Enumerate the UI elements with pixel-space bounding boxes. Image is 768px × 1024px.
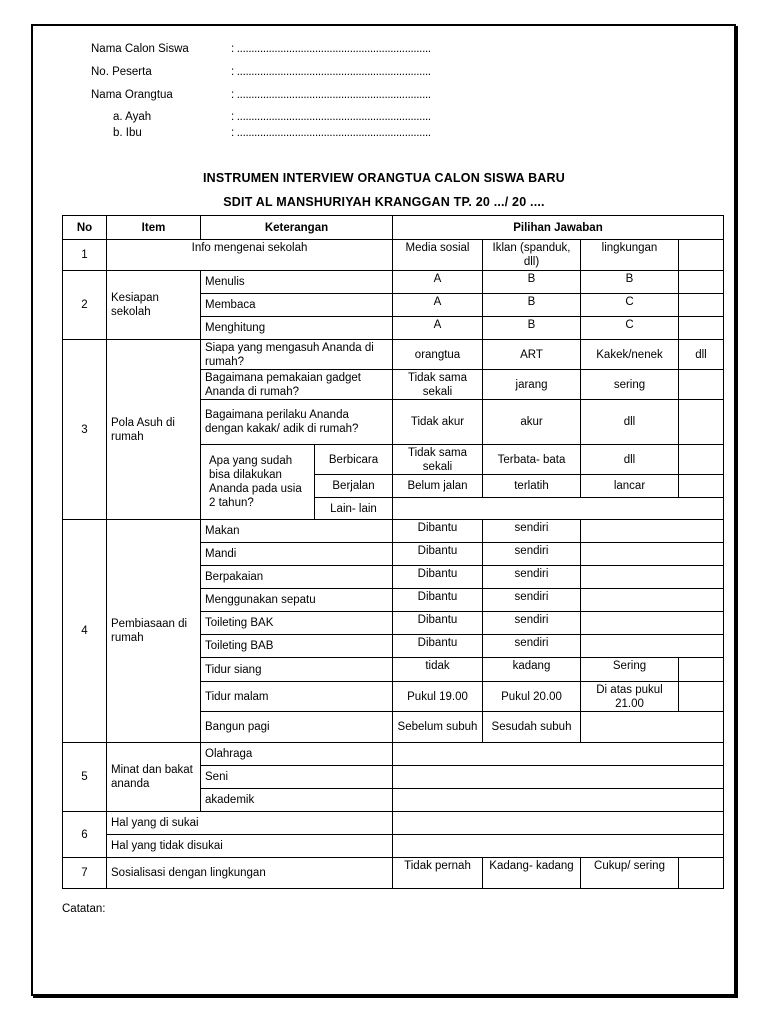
header-keterangan: Keterangan bbox=[201, 216, 393, 240]
option-cell[interactable]: Media sosial bbox=[393, 240, 483, 271]
option-cell[interactable]: C bbox=[581, 294, 679, 317]
row-keterangan: Bangun pagi bbox=[201, 712, 393, 743]
option-cell-empty[interactable] bbox=[679, 445, 724, 475]
row-keterangan: Hal yang tidak disukai bbox=[107, 835, 393, 858]
table-row bbox=[63, 835, 724, 858]
option-cell-empty[interactable] bbox=[679, 658, 724, 682]
answer-blank[interactable] bbox=[393, 789, 724, 812]
table-row bbox=[63, 271, 724, 294]
field-label: Nama Calon Siswa bbox=[91, 43, 189, 55]
table-row bbox=[63, 858, 724, 889]
row-number: 1 bbox=[63, 240, 107, 271]
option-cell[interactable]: lingkungan bbox=[581, 240, 679, 271]
option-cell[interactable]: B bbox=[483, 271, 581, 294]
option-cell-empty[interactable] bbox=[679, 858, 724, 889]
option-cell[interactable]: orangtua bbox=[393, 340, 483, 370]
row-number: 4 bbox=[63, 520, 107, 743]
option-cell-empty[interactable] bbox=[679, 370, 724, 400]
interview-table bbox=[62, 215, 724, 889]
field-label: Nama Orangtua bbox=[91, 89, 173, 101]
row-item: Kesiapan sekolah bbox=[107, 271, 201, 340]
option-cell[interactable]: Kadang- kadang bbox=[483, 858, 581, 889]
row-keterangan: Toileting BAB bbox=[201, 635, 393, 658]
option-cell[interactable]: sendiri bbox=[483, 543, 581, 566]
row-keterangan: Bagaimana pemakaian gadget Ananda di rumah? bbox=[201, 370, 393, 400]
option-cell[interactable]: akur bbox=[483, 400, 581, 445]
field-label: a. Ayah bbox=[113, 111, 152, 123]
answer-blank[interactable] bbox=[393, 812, 724, 835]
option-cell[interactable]: Dibantu bbox=[393, 589, 483, 612]
table-row bbox=[63, 743, 724, 766]
row-number: 2 bbox=[63, 271, 107, 340]
field-dots[interactable]: : ................................................................... bbox=[231, 89, 431, 101]
field-label: b. Ibu bbox=[113, 127, 142, 139]
option-cell[interactable]: ART bbox=[483, 340, 581, 370]
option-cell[interactable]: Tidak sama sekali bbox=[393, 445, 483, 475]
row-number: 6 bbox=[63, 812, 107, 858]
row-keterangan: Tidur malam bbox=[201, 682, 393, 712]
header-item: Item bbox=[107, 216, 201, 240]
option-cell-empty[interactable] bbox=[679, 240, 724, 271]
row-keterangan: akademik bbox=[201, 789, 393, 812]
option-cell[interactable]: Dibantu bbox=[393, 566, 483, 589]
row-item: Pola Asuh di rumah bbox=[107, 340, 201, 520]
header-pilihan-jawaban: Pilihan Jawaban bbox=[393, 216, 724, 240]
option-cell-empty[interactable] bbox=[679, 400, 724, 445]
field-dots[interactable]: : ................................................................... bbox=[231, 111, 431, 123]
table-row bbox=[63, 812, 724, 835]
option-cell[interactable]: Terbata- bata bbox=[483, 445, 581, 475]
row-keterangan: Info mengenai sekolah bbox=[107, 240, 393, 271]
row-subitem: Lain- lain bbox=[315, 498, 393, 520]
option-cell[interactable]: A bbox=[393, 317, 483, 340]
option-cell[interactable]: tidak bbox=[393, 658, 483, 682]
row-keterangan: Berpakaian bbox=[201, 566, 393, 589]
field-label: No. Peserta bbox=[91, 66, 152, 78]
row-number: 3 bbox=[63, 340, 107, 520]
option-cell[interactable]: Dibantu bbox=[393, 543, 483, 566]
doc-title: INSTRUMEN INTERVIEW ORANGTUA CALON SISWA BARU bbox=[202, 171, 565, 185]
option-cell[interactable]: Belum jalan bbox=[393, 475, 483, 498]
option-cell[interactable]: dll bbox=[679, 340, 724, 370]
row-item: Pembiasaan di rumah bbox=[107, 520, 201, 743]
row-keterangan: Mandi bbox=[201, 543, 393, 566]
row-keterangan: Menulis bbox=[201, 271, 393, 294]
option-cell[interactable]: B bbox=[483, 294, 581, 317]
option-cell[interactable]: sendiri bbox=[483, 635, 581, 658]
row-keterangan: Olahraga bbox=[201, 743, 393, 766]
option-cell[interactable]: Pukul 20.00 bbox=[483, 682, 581, 712]
doc-subtitle: SDIT AL MANSHURIYAH KRANGGAN TP. 20 .../ 20 .... bbox=[223, 195, 545, 209]
option-cell[interactable]: lancar bbox=[581, 475, 679, 498]
row-number: 5 bbox=[63, 743, 107, 812]
catatan-label: Catatan: bbox=[62, 903, 106, 915]
row-keterangan: Seni bbox=[201, 766, 393, 789]
row-keterangan: Apa yang sudah bisa dilakukan Ananda pada usia 2 tahun? bbox=[201, 445, 315, 520]
option-cell[interactable]: sendiri bbox=[483, 612, 581, 635]
field-dots[interactable]: : ................................................................... bbox=[231, 43, 431, 55]
option-cell[interactable]: Kakek/nenek bbox=[581, 340, 679, 370]
row-number: 7 bbox=[63, 858, 107, 889]
table-header-row bbox=[63, 216, 724, 240]
answer-blank[interactable] bbox=[393, 835, 724, 858]
option-cell[interactable]: jarang bbox=[483, 370, 581, 400]
field-dots[interactable]: : ................................................................... bbox=[231, 127, 431, 139]
option-cell[interactable]: Tidak sama sekali bbox=[393, 370, 483, 400]
row-keterangan: Makan bbox=[201, 520, 393, 543]
option-cell-empty[interactable] bbox=[581, 635, 724, 658]
field-dots[interactable]: : ................................................................... bbox=[231, 66, 431, 78]
option-cell[interactable]: Dibantu bbox=[393, 520, 483, 543]
answer-blank[interactable] bbox=[393, 766, 724, 789]
option-cell[interactable]: A bbox=[393, 271, 483, 294]
option-cell[interactable]: sering bbox=[581, 370, 679, 400]
option-cell-empty[interactable] bbox=[679, 294, 724, 317]
option-cell-empty[interactable] bbox=[581, 520, 724, 543]
option-cell[interactable]: Cukup/ sering bbox=[581, 858, 679, 889]
option-cell[interactable]: Pukul 19.00 bbox=[393, 682, 483, 712]
option-cell[interactable]: C bbox=[581, 317, 679, 340]
table-row bbox=[63, 520, 724, 543]
table-row bbox=[63, 340, 724, 370]
option-cell[interactable]: sendiri bbox=[483, 589, 581, 612]
answer-blank[interactable] bbox=[393, 743, 724, 766]
option-cell[interactable]: B bbox=[483, 317, 581, 340]
option-cell[interactable]: A bbox=[393, 294, 483, 317]
option-cell[interactable]: Sebelum subuh bbox=[393, 712, 483, 743]
row-subitem: Berjalan bbox=[315, 475, 393, 498]
option-cell-empty[interactable] bbox=[679, 317, 724, 340]
option-cell-empty[interactable] bbox=[581, 589, 724, 612]
row-keterangan: Toileting BAK bbox=[201, 612, 393, 635]
option-cell[interactable]: Dibantu bbox=[393, 635, 483, 658]
row-keterangan: Tidur siang bbox=[201, 658, 393, 682]
header-no: No bbox=[63, 216, 107, 240]
row-keterangan: Sosialisasi dengan lingkungan bbox=[107, 858, 393, 889]
option-cell[interactable]: Di atas pukul 21.00 bbox=[581, 682, 679, 712]
row-keterangan: Menghitung bbox=[201, 317, 393, 340]
row-keterangan: Hal yang di sukai bbox=[107, 812, 393, 835]
row-keterangan: Menggunakan sepatu bbox=[201, 589, 393, 612]
option-cell-empty[interactable] bbox=[679, 271, 724, 294]
option-cell[interactable]: kadang bbox=[483, 658, 581, 682]
row-keterangan: Membaca bbox=[201, 294, 393, 317]
option-cell[interactable]: Tidak pernah bbox=[393, 858, 483, 889]
row-item: Minat dan bakat ananda bbox=[107, 743, 201, 812]
option-cell[interactable]: terlatih bbox=[483, 475, 581, 498]
option-cell[interactable]: Iklan (spanduk, dll) bbox=[483, 240, 581, 271]
option-cell[interactable]: Sering bbox=[581, 658, 679, 682]
row-keterangan: Siapa yang mengasuh Ananda di rumah? bbox=[201, 340, 393, 370]
option-cell[interactable]: Sesudah subuh bbox=[483, 712, 581, 743]
option-cell-empty[interactable] bbox=[581, 566, 724, 589]
option-cell[interactable]: Dibantu bbox=[393, 612, 483, 635]
option-cell[interactable]: sendiri bbox=[483, 566, 581, 589]
row-keterangan: Bagaimana perilaku Ananda dengan kakak/ adik di rumah? bbox=[201, 400, 393, 445]
option-cell[interactable]: dll bbox=[581, 400, 679, 445]
option-cell-empty[interactable] bbox=[581, 712, 724, 743]
option-cell[interactable]: Tidak akur bbox=[393, 400, 483, 445]
option-cell-empty[interactable] bbox=[581, 543, 724, 566]
option-cell-empty[interactable] bbox=[679, 682, 724, 712]
option-cell[interactable]: sendiri bbox=[483, 520, 581, 543]
option-cell[interactable]: dll bbox=[581, 445, 679, 475]
table-row bbox=[63, 240, 724, 271]
option-cell-empty[interactable] bbox=[581, 612, 724, 635]
option-cell[interactable]: B bbox=[581, 271, 679, 294]
row-subitem: Berbicara bbox=[315, 445, 393, 475]
option-cell-empty[interactable] bbox=[679, 475, 724, 498]
answer-blank[interactable] bbox=[393, 498, 724, 520]
